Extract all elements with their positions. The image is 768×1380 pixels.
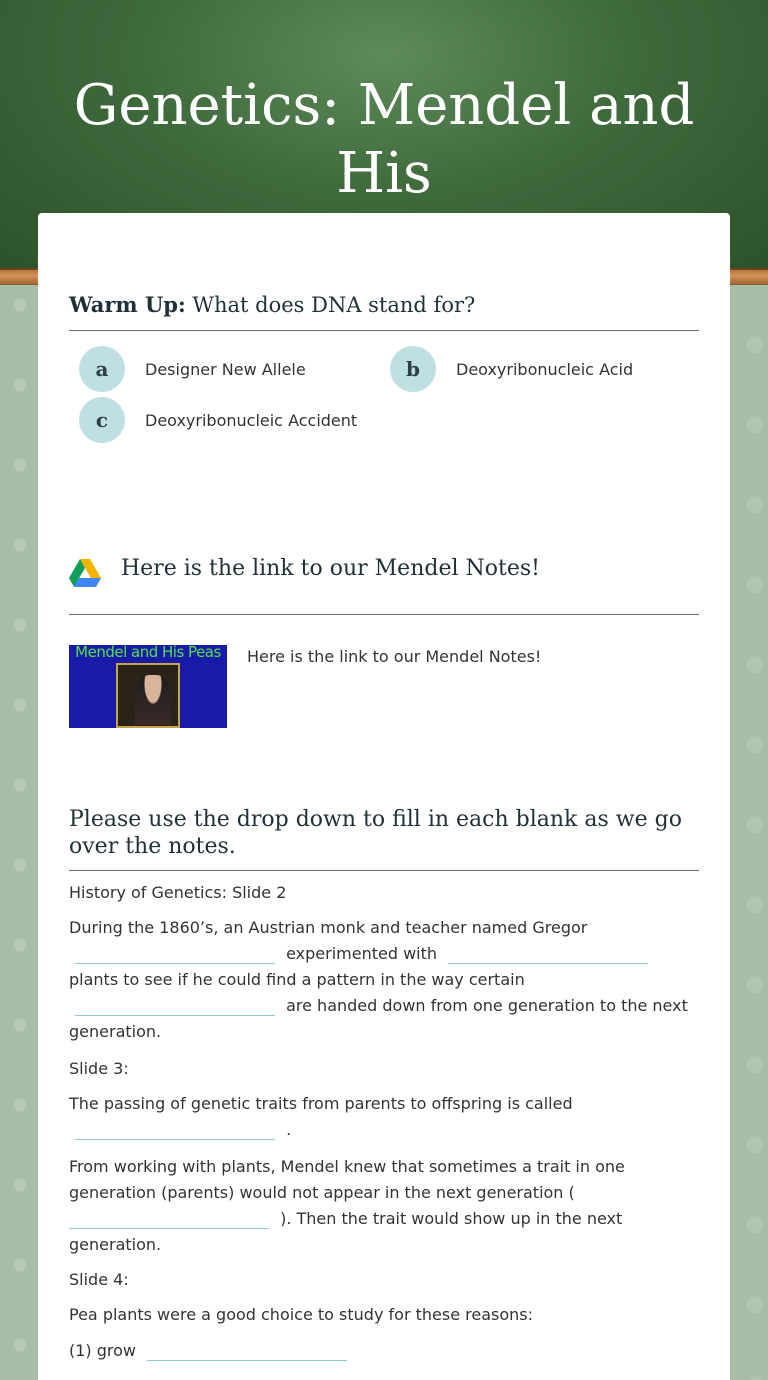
p2-text-b: . [286, 1120, 292, 1139]
option-c[interactable] [79, 397, 357, 443]
title-line-1: Genetics: Mendel and His [73, 73, 695, 206]
blank-plant-type[interactable] [448, 946, 648, 964]
slide-4-label: Slide 4: [69, 1270, 129, 1289]
paragraph-2 [69, 1091, 701, 1143]
slide-2-label: History of Genetics: Slide 2 [69, 883, 287, 902]
blank-heredity[interactable] [75, 1122, 275, 1140]
warm-up-heading [69, 292, 699, 317]
option-a-text: Designer New Allele [145, 359, 306, 379]
p1-line-3: plants to see if he could find a pattern in the way certain [69, 970, 525, 989]
option-a[interactable] [79, 346, 306, 392]
p2-line-1: The passing of genetic traits from parents to offspring is called [69, 1094, 573, 1113]
p1-line-2 [69, 941, 701, 967]
notes-thumbnail[interactable] [69, 645, 227, 728]
option-c-bubble[interactable]: c [79, 397, 125, 443]
google-drive-icon [69, 559, 101, 587]
blank-grow[interactable] [147, 1343, 347, 1361]
p1-line-4 [69, 993, 701, 1019]
option-b-bubble[interactable]: b [390, 346, 436, 392]
option-b-text: Deoxyribonucleic Acid [456, 359, 634, 379]
p3-line-3 [69, 1206, 701, 1232]
p3-line-2: generation (parents) would not appear in the next generation ( [69, 1183, 575, 1202]
option-c-text: Deoxyribonucleic Accident [145, 410, 358, 430]
mendel-figure [135, 675, 171, 725]
paragraph-1 [69, 915, 701, 1045]
slide-3-label: Slide 3: [69, 1059, 129, 1078]
warm-up-divider [69, 330, 699, 331]
p1-text-b: experimented with [286, 944, 438, 963]
blank-gregor-name[interactable] [75, 946, 275, 964]
p5-text-a: (1) grow [69, 1341, 137, 1360]
warm-up-label: Warm Up: [69, 292, 186, 317]
option-a-bubble[interactable]: a [79, 346, 125, 392]
p2-line-2 [69, 1117, 701, 1143]
fill-in-divider [69, 870, 699, 871]
notes-link-text[interactable]: Here is the link to our Mendel Notes! [247, 647, 542, 666]
paragraph-5 [69, 1338, 701, 1364]
paragraph-3 [69, 1154, 701, 1258]
option-b[interactable] [390, 346, 633, 392]
p3-text-c: ). Then the trait would show up in the next [280, 1209, 623, 1228]
blank-traits[interactable] [75, 998, 275, 1016]
paragraph-4: Pea plants were a good choice to study for these reasons: [69, 1305, 533, 1324]
notes-link-heading: Here is the link to our Mendel Notes! [121, 556, 540, 581]
p3-line-4: generation. [69, 1235, 162, 1254]
p3-line-1: From working with plants, Mendel knew that sometimes a trait in one [69, 1157, 625, 1176]
thumbnail-title: Mendel and His Peas [75, 645, 221, 661]
p1-text-d: are handed down from one generation to the next [286, 996, 688, 1015]
p1-line-1: During the 1860’s, an Austrian monk and teacher named Gregor [69, 918, 588, 937]
blank-offspring[interactable] [69, 1211, 269, 1229]
p1-line-5: generation. [69, 1022, 162, 1041]
warm-up-question: What does DNA stand for? [192, 293, 476, 317]
fill-in-heading: Please use the drop down to fill in each blank as we go over the notes. [69, 807, 682, 859]
link-divider [69, 614, 699, 615]
